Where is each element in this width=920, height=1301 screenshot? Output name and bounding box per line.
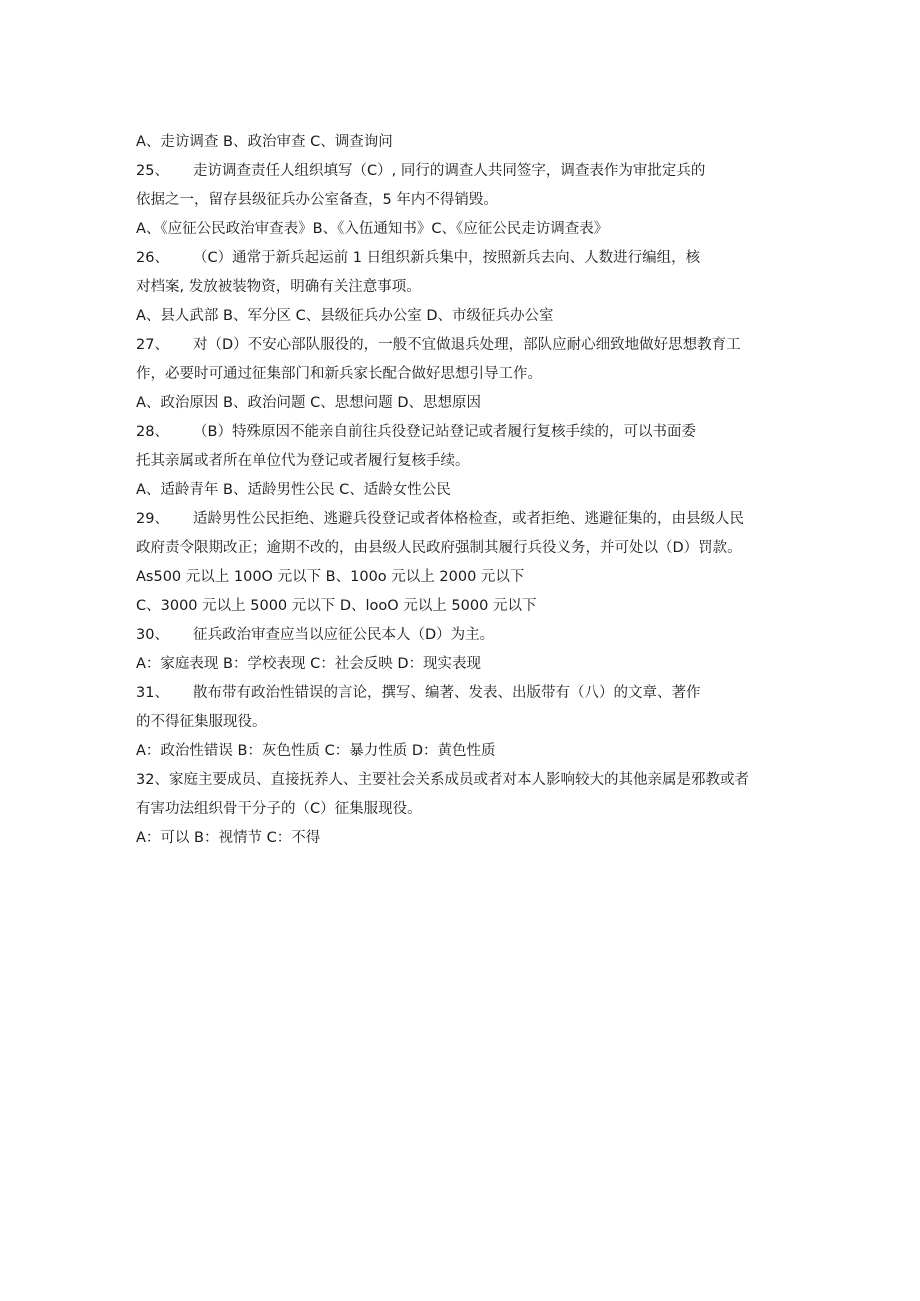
text-line xyxy=(136,563,796,592)
text-line xyxy=(136,215,796,244)
line-text: 的不得征集服现役。 xyxy=(136,714,267,730)
line-text: 政府责令限期改正；逾期不改的，由县级人民政府强制其履行兵役义务，并可处以（D）罚款。 xyxy=(136,540,742,556)
line-text: A：可以 B：视情节 C：不得 xyxy=(136,830,321,846)
text-line xyxy=(136,766,796,795)
document-body xyxy=(136,128,796,853)
line-text: A、走访调查 B、政治审查 C、调查询问 xyxy=(136,134,393,150)
line-text: 作，必要时可通过征集部门和新兵家长配合做好思想引导工作。 xyxy=(136,366,542,382)
text-line xyxy=(136,621,796,650)
question-number: 27、 xyxy=(136,337,169,353)
text-line xyxy=(136,360,796,389)
question-number: 31、 xyxy=(136,685,169,701)
text-line xyxy=(136,795,796,824)
question-number: 28、 xyxy=(136,424,169,440)
line-text: 对（D）不安心部队服役的，一般不宜做退兵处理，部队应耐心细致地做好思想教育工 xyxy=(193,337,741,353)
line-text: A：家庭表现 B：学校表现 C：社会反映 D：现实表现 xyxy=(136,656,481,672)
line-text: 有害功法组织骨干分子的（C）征集服现役。 xyxy=(136,801,422,817)
text-line xyxy=(136,679,796,708)
line-text: A、《应征公民政治审查表》B、《入伍通知书》C、《应征公民走访调查表》 xyxy=(136,221,609,237)
line-text: A、适龄青年 B、适龄男性公民 C、适龄女性公民 xyxy=(136,482,451,498)
text-line xyxy=(136,476,796,505)
text-line xyxy=(136,824,796,853)
line-text: （C）通常于新兵起运前 1 日组织新兵集中，按照新兵去向、人数进行编组，核 xyxy=(193,250,701,266)
text-line xyxy=(136,244,796,273)
text-line xyxy=(136,650,796,679)
question-number: 25、 xyxy=(136,163,169,179)
question-number: 26、 xyxy=(136,250,169,266)
text-line xyxy=(136,186,796,215)
line-text: 托其亲属或者所在单位代为登记或者履行复核手续。 xyxy=(136,453,470,469)
text-line xyxy=(136,447,796,476)
text-line xyxy=(136,534,796,563)
text-line xyxy=(136,331,796,360)
line-text: A、县人武部 B、军分区 C、县级征兵办公室 D、市级征兵办公室 xyxy=(136,308,554,324)
line-text: 适龄男性公民拒绝、逃避兵役登记或者体格检查，或者拒绝、逃避征集的，由县级人民 xyxy=(193,511,744,527)
text-line xyxy=(136,737,796,766)
text-line xyxy=(136,128,796,157)
line-text: A、政治原因 B、政治问题 C、思想问题 D、思想原因 xyxy=(136,395,481,411)
text-line xyxy=(136,389,796,418)
text-line xyxy=(136,157,796,186)
text-line xyxy=(136,302,796,331)
question-number: 29、 xyxy=(136,511,169,527)
text-line xyxy=(136,592,796,621)
text-line xyxy=(136,418,796,447)
line-text: 32、家庭主要成员、直接抚养人、主要社会关系成员或者对本人影响较大的其他亲属是邪教或者 xyxy=(136,772,749,788)
text-line xyxy=(136,708,796,737)
line-text: 依据之一，留存县级征兵办公室备查，5 年内不得销毁。 xyxy=(136,192,498,208)
line-text: A：政治性错误 B：灰色性质 C：暴力性质 D：黄色性质 xyxy=(136,743,496,759)
line-text: 走访调查责任人组织填写（C）, 同行的调查人共同签字，调查表作为审批定兵的 xyxy=(193,163,706,179)
line-text: As500 元以上 100O 元以下 B、100o 元以上 2000 元以下 xyxy=(136,569,525,585)
line-text: 征兵政治审查应当以应征公民本人（D）为主。 xyxy=(193,627,495,643)
line-text: （B）特殊原因不能亲自前往兵役登记站登记或者履行复核手续的，可以书面委 xyxy=(193,424,696,440)
question-number: 30、 xyxy=(136,627,169,643)
line-text: 散布带有政治性错误的言论，撰写、编著、发表、出版带有（八）的文章、著作 xyxy=(193,685,701,701)
line-text: 对档案, 发放被装物资，明确有关注意事项。 xyxy=(136,279,421,295)
text-line xyxy=(136,273,796,302)
line-text: C、3000 元以上 5000 元以下 D、looO 元以上 5000 元以下 xyxy=(136,598,537,614)
text-line xyxy=(136,505,796,534)
